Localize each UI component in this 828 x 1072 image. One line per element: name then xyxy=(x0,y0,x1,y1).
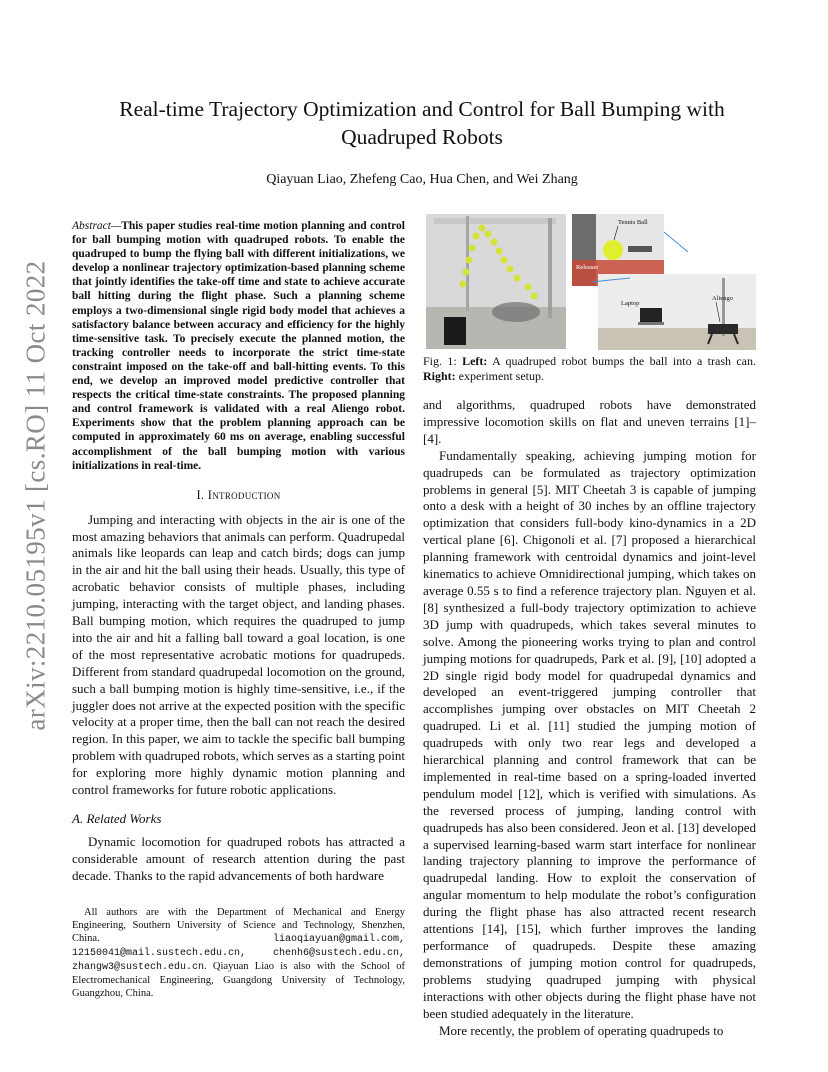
caption-left-text: A quadruped robot bumps the ball into a trash can. xyxy=(487,354,757,368)
caption-left-label: Left: xyxy=(462,354,488,368)
intro-paragraph: Jumping and interacting with objects in the air is one of the most amazing behaviors that animals can perform. Quadrupedal animals like leopards can leap and catch birds; dogs can jump in the air and hit the ball using their heads. Usually, this type of acrobatic behavior consists of multiple phases, including jumping, interacting with the target object, and landing phases. Ball bumping motion, which requires the quadruped to jump into the air and hit a falling ball toward a goal location, is one of the most representative acrobatic motions for quadrupeds. Different from standard quadrupedal locomotion on the ground, such a ball bumping motion is highly time-sensitive, i.e., if the juggler does not arrive at the expected position with the specific velocity at a proper time, then the ball can not reach the desired region. In this paper, we aim to tackle the specific ball bumping problem with quadruped robots, which serves as a starting point for exploring more highly dynamic motion planning and control frameworks for future robotic applications. xyxy=(72,511,405,798)
figure-caption xyxy=(423,354,756,384)
abstract-text: This paper studies real-time motion planning and control for ball bumping motion with quadruped robots. To enable the quadruped to bump the flying ball with different initializations, we develop a nonlinear trajectory optimization-based planning scheme that jointly identifies the take-off time and state to achieve accurate ball hitting during the flight phase. Such a planning scheme employs a two-dimensional single rigid body model that achieves a satisfactory balance between accuracy and efficiency for the highly time-sensitive task. To precisely execute the planned motion, the tracking controller needs to incorporate the strict time-state constraint imposed on the take-off and ball-hitting events. To this end, we develop an improved model predictive controller that respects the critical time-state constraints. The proposed planning and control framework is validated with a real Aliengo robot. Experiments show that the problem planning approach can be computed in approximately 60 ms on average, enabling successful accomplishment of the ball bumping motion with various initializations in real-time. xyxy=(72,220,405,472)
tennis-ball-icon xyxy=(603,240,623,260)
abstract xyxy=(72,219,405,473)
right-paragraph-1: Fundamentally speaking, achieving jumping motion for quadrupeds can be formulated as trajectory optimization problems in general [5]. MIT Cheetah 3 is capable of jumping onto a desk with a height of 30 inches by an offline trajectory optimization that considers full-body kino-dynamics in a 2D vertical plane [6]. Chigonoli et al. [7] proposed a hierarchical planning framework with centroidal dynamics and joint-level kinematics to achieve Omnidirectional jumping, which takes on average 0.55 s to find a reference trajectory plan. Nguyen et al. [8] synthesized a full-body trajectory optimization to achieve 3D jump with quadrupeds, which takes several minutes to solve. Among the pioneering works trying to plan and control jumping motions for quadrupeds, Park et al. [9], [10] adopted a 2D single rigid body model for quadrupedal dynamics and developed an event-triggered jumping controller that accomplishes jumping over obstacles on MIT Cheetah 2 quadruped. Li et al. [11] studied the jumping motion of quadrupeds with only two rear legs and developed a hierarchical planning and control framework that can be implemented in real-time based on a spring-loaded inverted pendulum model [12], which is verified with simulations. As the reversed process of jumping, landing control with quadrupeds has also been considered. Jeon et al. [13] developed a supervised learning-based warm start interface for nonlinear landing trajectory planning to improve the performance of quadrupedal landing. How to exploit the conservation of angular momentum to help modulate the robot’s configuration during the flight phase has also attracted recent research attentions [14], [15], which further improves the landing performance of quadrupeds. Despite these amazing demonstrations of jumping motion control for quadrupeds, problems studying quadruped jumping with physical interactions with other objects during the flight phase have not been studied adequately in the literature. xyxy=(423,447,756,1021)
title-line-1: Real-time Trajectory Optimization and Control for Ball Bumping with xyxy=(119,97,725,121)
left-column xyxy=(72,219,405,885)
laptop-icon xyxy=(640,308,662,322)
right-column xyxy=(423,397,756,1039)
robot-blur xyxy=(492,302,540,322)
right-paragraph-0: and algorithms, quadruped robots have demonstrated impressive locomotion skills on flat and uneven terrains [1]–[4]. xyxy=(423,397,756,446)
related-paragraph: Dynamic locomotion for quadruped robots has attracted a considerable amount of research attention during the past decade. Thanks to the rapid advancements of both hardware xyxy=(72,833,405,883)
abstract-label: Abstract— xyxy=(72,220,122,232)
label-laptop: Laptop xyxy=(621,300,640,307)
right-paragraph-2: More recently, the problem of operating quadrupeds to xyxy=(439,1022,724,1038)
arxiv-stamp xyxy=(8,259,64,731)
subsection-heading-related: A. Related Works xyxy=(72,811,162,826)
caption-prefix: Fig. 1: xyxy=(423,354,463,368)
authors: Qiayuan Liao, Zhefeng Cao, Hua Chen, and Wei Zhang xyxy=(266,172,578,187)
figure-1 xyxy=(426,212,756,352)
label-releaser: Releaser xyxy=(576,264,599,271)
footnote-affiliation: All authors are with the Department of Mechanical and Energy Engineering, Southern University of Science and Technology, Shenzhen, China. xyxy=(72,907,405,944)
caption-right-label: Right: xyxy=(423,369,456,383)
footnote-affiliation-2: . Qiayuan Liao is also with the School of Electromechanical Engineering, Guangdong University of Technology, Guangzhou, China. xyxy=(72,961,405,999)
arxiv-id: arXiv:2210.05195v1 [cs.RO] 11 Oct 2022 xyxy=(20,259,51,731)
title-line-2: Quadruped Robots xyxy=(341,125,503,149)
label-aliengo: Aliengo xyxy=(712,295,733,302)
aliengo-robot-icon xyxy=(708,324,738,334)
section-heading-intro: I. Introduction xyxy=(196,487,281,502)
label-tennis-ball: Tennis Ball xyxy=(618,219,648,226)
paper-title xyxy=(72,95,772,151)
figure-1-image xyxy=(426,212,756,352)
footnote xyxy=(72,906,405,1000)
caption-right-text: experiment setup. xyxy=(455,369,544,383)
trash-can xyxy=(444,317,466,345)
footnote-emails: liaoqiayuan@gmail.com, 12150041@mail.sustech.edu.cn, chenh6@sustech.edu.cn, zhangw3@sustech.edu.cn xyxy=(72,934,405,973)
